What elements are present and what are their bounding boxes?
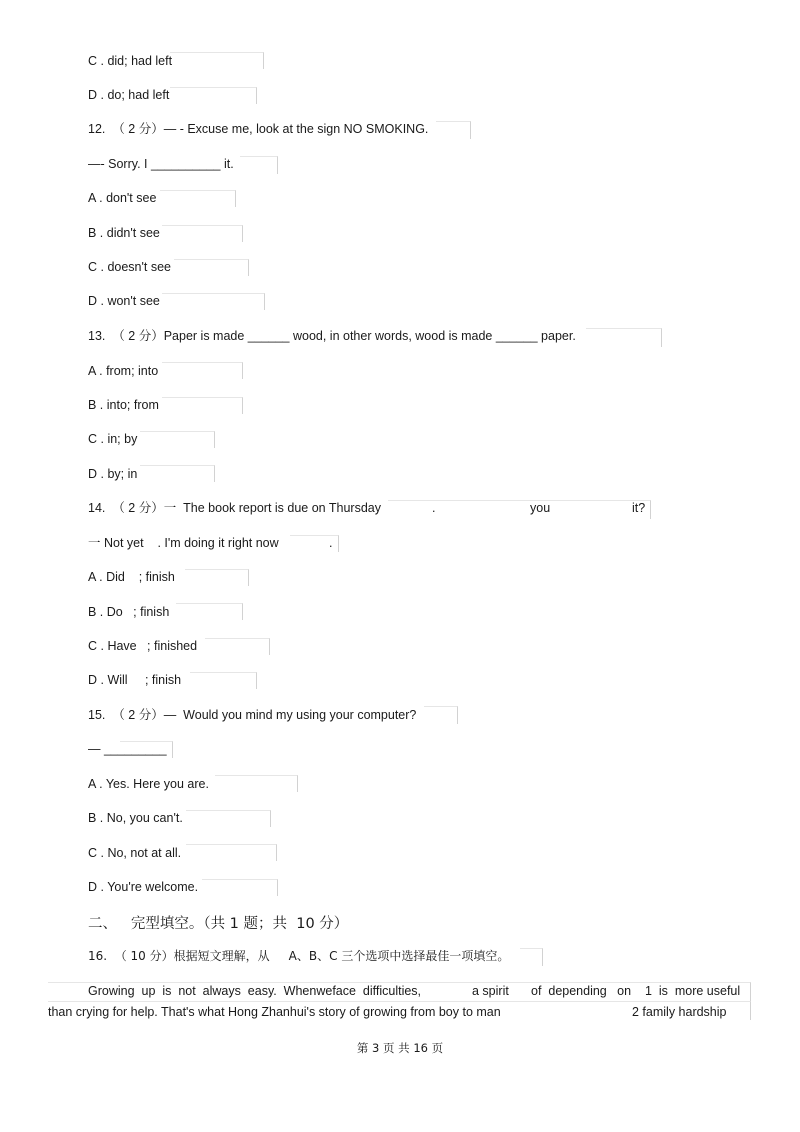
page-number: 第 3 页 共 16 页	[356, 1041, 444, 1055]
text-frame	[205, 638, 270, 655]
passage-line-2: than crying for help. That's what Hong Zhanhui's story of growing from boy to man	[48, 1005, 501, 1019]
question-12-dialogue: —- Sorry. I __________ it.	[88, 157, 234, 171]
question-14-stem-end: it?	[632, 501, 646, 515]
text-frame	[170, 87, 257, 104]
question-13-stem: 13. （ 2 分）Paper is made ______ wood, in other words, wood is made ______ paper.	[88, 329, 576, 343]
passage-line-2-end: 2 family hardship	[632, 1005, 727, 1019]
text-frame	[185, 569, 249, 586]
text-frame	[424, 706, 458, 724]
option-a: A . from; into	[88, 364, 159, 378]
question-14-stem-period: .	[432, 501, 436, 515]
text-frame	[186, 844, 277, 861]
question-14-dialogue: 一 Not yet . I'm doing it right now	[88, 536, 279, 550]
passage-line-1-phrase: a spirit	[472, 984, 509, 998]
text-frame	[140, 431, 215, 448]
text-frame	[190, 672, 257, 689]
question-12-stem: 12. （ 2 分）— - Excuse me, look at the sign NO SMOKING.	[88, 122, 429, 136]
option-d: D . Will ; finish	[88, 673, 182, 687]
option-c: C . doesn't see	[88, 260, 171, 274]
question-16-stem: 16. （ 10 分）根据短文理解，从 A、B、C 三个选项中选择最佳一项填空。	[88, 949, 510, 963]
text-frame	[240, 156, 278, 174]
option-b: B . into; from	[88, 398, 159, 412]
text-frame	[160, 190, 236, 207]
text-frame	[140, 465, 215, 482]
option-b: B . No, you can't.	[88, 811, 183, 825]
question-15-dialogue: — _________	[88, 742, 167, 756]
text-frame	[170, 52, 264, 69]
text-frame	[215, 775, 298, 792]
option-a: A . don't see	[88, 191, 157, 205]
question-15-stem: 15. （ 2 分）— Would you mind my using your computer?	[88, 708, 417, 722]
option-c: C . did; had left	[88, 54, 173, 68]
option-d: D . do; had left	[88, 88, 170, 102]
text-frame	[586, 328, 662, 347]
option-b: B . Do ; finish	[88, 605, 170, 619]
option-d: D . by; in	[88, 467, 138, 481]
text-frame	[162, 397, 243, 414]
text-frame	[388, 500, 651, 519]
option-c: C . No, not at all.	[88, 846, 182, 860]
text-frame	[436, 121, 471, 139]
passage-line-1-end: of depending on 1 is more useful	[531, 984, 741, 998]
text-frame	[186, 810, 271, 827]
question-14-stem: 14. （ 2 分）一 The book report is due on Thursday	[88, 501, 381, 515]
text-frame	[176, 603, 243, 620]
text-frame	[162, 225, 243, 242]
option-a: A . Yes. Here you are.	[88, 777, 209, 791]
option-b: B . didn't see	[88, 226, 160, 240]
question-14-dialogue-period: .	[329, 536, 333, 550]
section-heading: 二、 完型填空。（共 1 题；共 10 分）	[88, 916, 349, 932]
text-frame	[162, 293, 265, 310]
option-a: A . Did ; finish	[88, 570, 175, 584]
question-14-stem-you: you	[530, 501, 551, 515]
option-c: C . Have ; finished	[88, 639, 198, 653]
text-frame	[174, 259, 249, 276]
text-frame	[202, 879, 278, 896]
passage-line-1: Growing up is not always easy. Whenweface difficulties,	[88, 984, 422, 998]
text-frame	[520, 948, 543, 966]
option-d: D . You're welcome.	[88, 880, 199, 894]
text-frame	[162, 362, 243, 379]
option-d: D . won't see	[88, 294, 160, 308]
option-c: C . in; by	[88, 432, 138, 446]
